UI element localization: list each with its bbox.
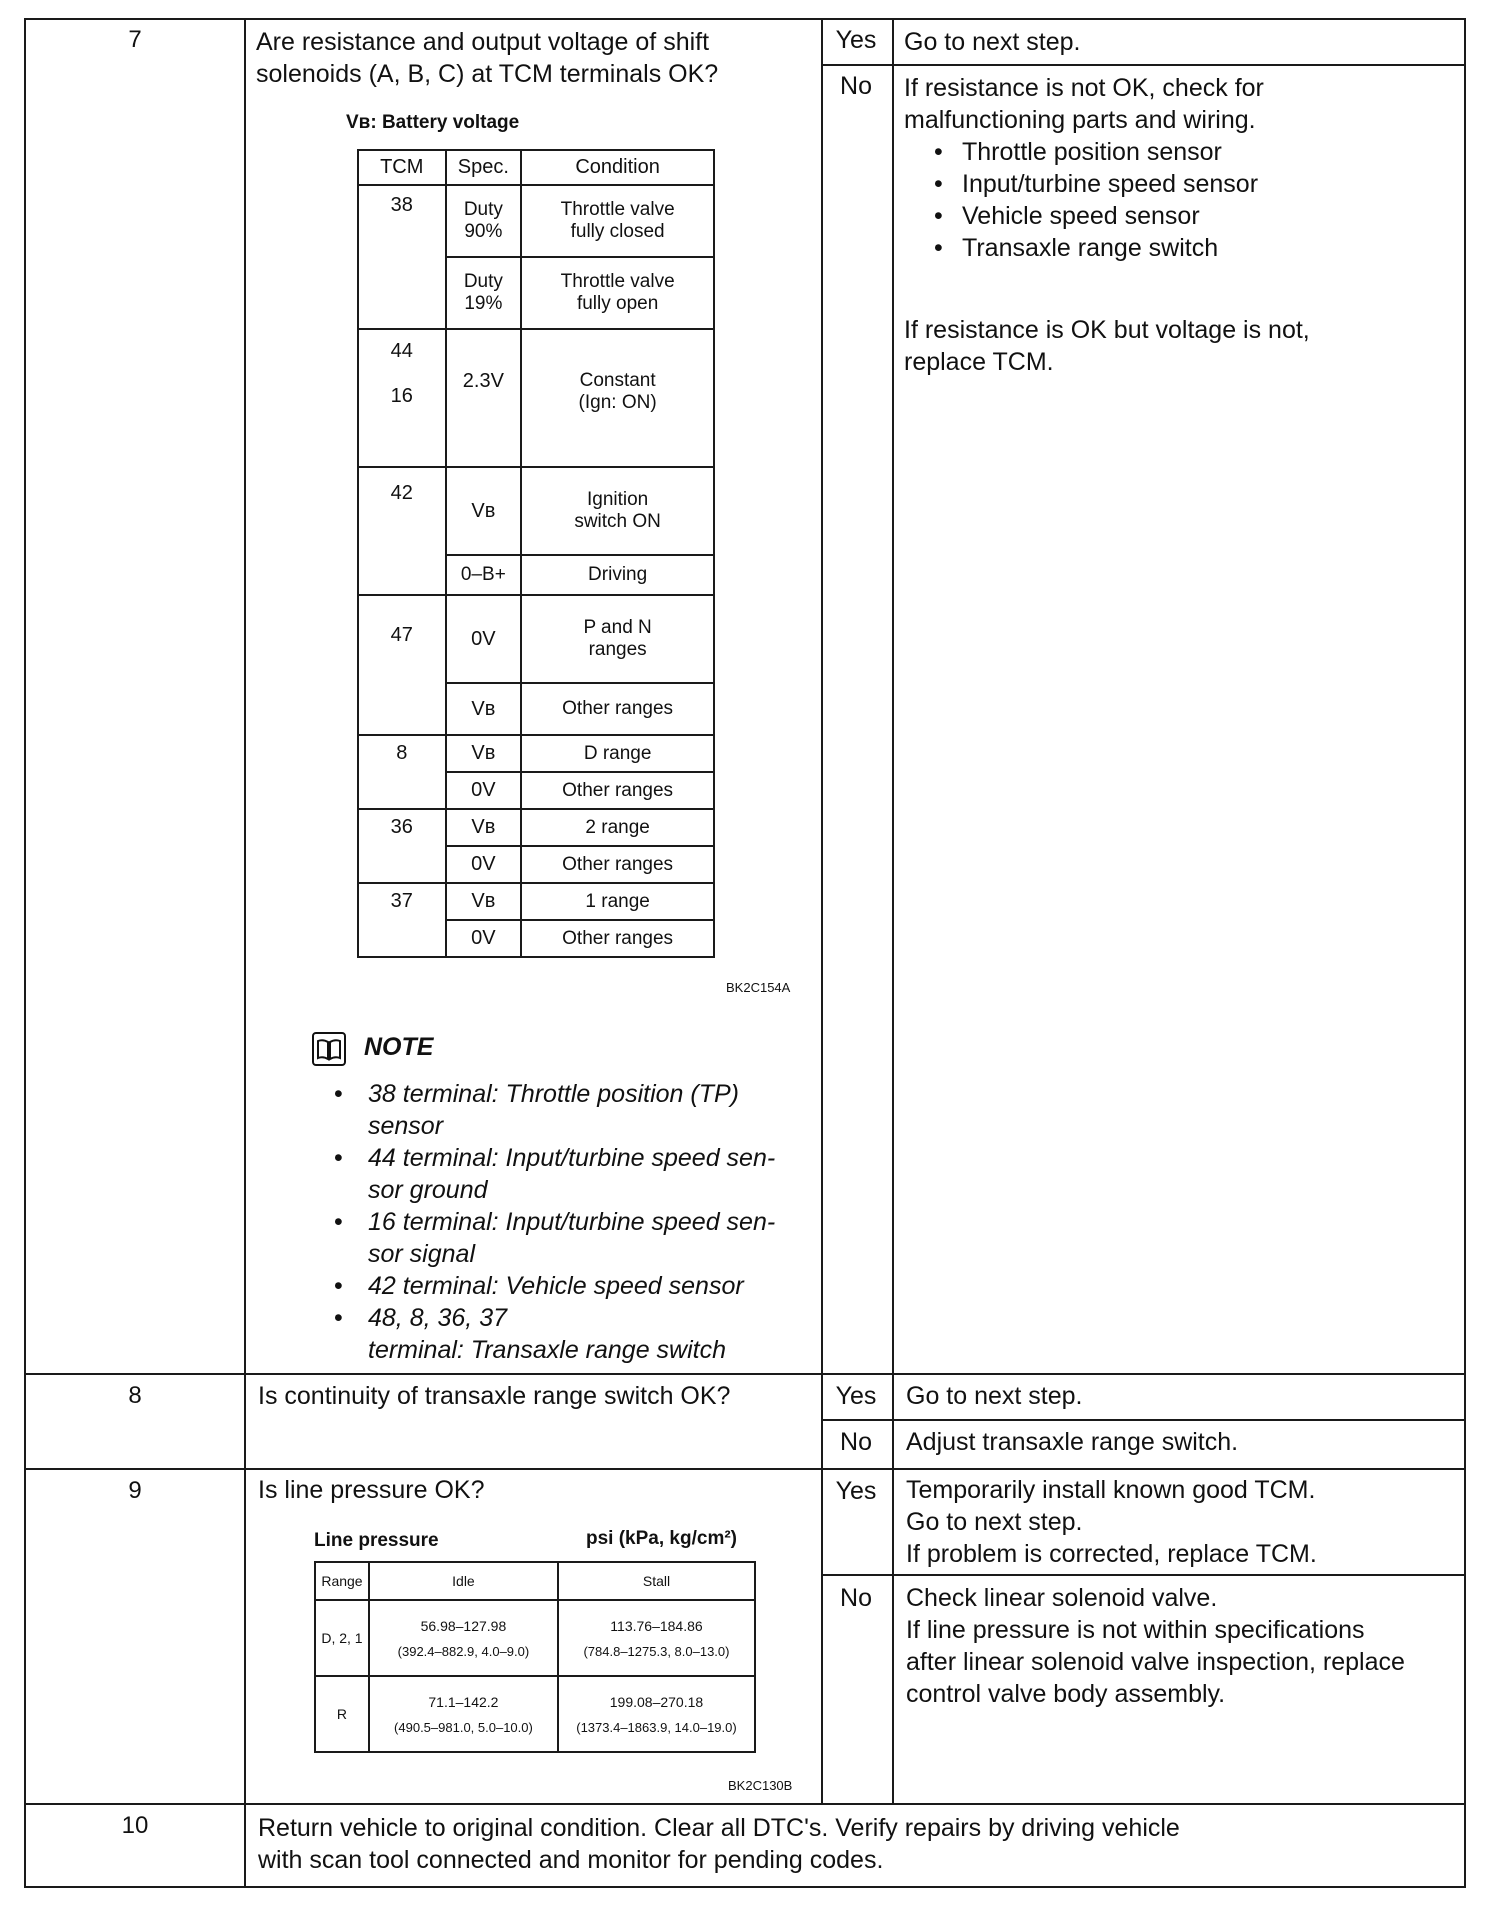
header-range: Range xyxy=(315,1562,369,1600)
step-question: Are resistance and output voltage of shift solenoids (A, B, C) at TCM terminals OK? xyxy=(256,28,719,88)
header-spec: Spec. xyxy=(446,150,522,185)
step-number: 9 xyxy=(128,1477,142,1504)
terminal-number: 44 16 xyxy=(358,329,446,467)
range-cell: R xyxy=(315,1676,369,1752)
yes-label: Yes xyxy=(835,1382,877,1410)
note-item: • 44 terminal: Input/turbine speed sen- sor ground xyxy=(334,1142,814,1206)
terminal-number: 38 xyxy=(358,185,446,329)
figure-code: BK2C154A xyxy=(726,980,791,995)
yes-label: Yes xyxy=(835,1477,877,1505)
note-list xyxy=(334,1078,814,1366)
book-icon xyxy=(312,1032,346,1066)
terminal-spec-table xyxy=(357,149,715,958)
condition: 1 range xyxy=(521,883,714,920)
condition: Other ranges xyxy=(521,920,714,957)
bullet-item: • Input/turbine speed sensor xyxy=(962,168,1310,200)
condition: Driving xyxy=(521,555,714,595)
condition: Ignition switch ON xyxy=(521,467,714,555)
header-idle: Idle xyxy=(369,1562,558,1600)
line-pressure-title: Line pressure xyxy=(314,1530,439,1551)
spec-value: Vʙ xyxy=(446,883,522,920)
no-label: No xyxy=(840,72,872,100)
spec-value: Vʙ xyxy=(446,683,522,735)
note-title: NOTE xyxy=(364,1033,434,1061)
step-number: 8 xyxy=(128,1382,142,1409)
step-number: 7 xyxy=(128,26,142,53)
terminal-number: 47 xyxy=(358,595,446,735)
figure-caption: Vʙ: Battery voltage xyxy=(346,112,520,133)
condition: Other ranges xyxy=(521,683,714,735)
step-number: 10 xyxy=(121,1812,149,1839)
header-stall: Stall xyxy=(558,1562,755,1600)
spec-value: Duty 90% xyxy=(446,185,522,257)
no-action: Check linear solenoid valve. If line pressure is not within specifications after linear solenoid valve inspection, replace control valve body assembly. xyxy=(906,1584,1405,1708)
note-item: • 38 terminal: Throttle position (TP) sensor xyxy=(334,1078,814,1142)
condition: Other ranges xyxy=(521,846,714,883)
step-question: Is continuity of transaxle range switch OK? xyxy=(258,1382,731,1410)
yes-action: Go to next step. xyxy=(906,1382,1083,1410)
no-label: No xyxy=(840,1428,872,1456)
terminal-number: 8 xyxy=(358,735,446,809)
idle-cell: 56.98–127.98 (392.4–882.9, 4.0–9.0) xyxy=(369,1600,558,1676)
no-action: Adjust transaxle range switch. xyxy=(906,1428,1239,1456)
spec-value: 0V xyxy=(446,920,522,957)
spec-value: 2.3V xyxy=(446,329,522,467)
header-condition: Condition xyxy=(521,150,714,185)
spec-value: 0V xyxy=(446,595,522,683)
condition: 2 range xyxy=(521,809,714,846)
header-tcm: TCM xyxy=(358,150,446,185)
bullet-item: • Transaxle range switch xyxy=(962,232,1310,264)
spec-value: Vʙ xyxy=(446,809,522,846)
bullet-item: • Vehicle speed sensor xyxy=(962,200,1310,232)
spec-value: Vʙ xyxy=(446,467,522,555)
condition: Throttle valve fully closed xyxy=(521,185,714,257)
yes-action: Go to next step. xyxy=(904,28,1081,56)
terminal-number: 37 xyxy=(358,883,446,957)
figure-code: BK2C130B xyxy=(728,1778,793,1793)
note-item: • 48, 8, 36, 37 terminal: Transaxle range switch xyxy=(334,1302,814,1366)
stall-cell: 113.76–184.86 (784.8–1275.3, 8.0–13.0) xyxy=(558,1600,755,1676)
spec-value: 0V xyxy=(446,846,522,883)
line-pressure-table xyxy=(314,1561,756,1753)
terminal-number: 36 xyxy=(358,809,446,883)
spec-value: Duty 19% xyxy=(446,257,522,329)
note-item: • 16 terminal: Input/turbine speed sen- sor signal xyxy=(334,1206,814,1270)
spec-value: 0–B+ xyxy=(446,555,522,595)
step-question: Is line pressure OK? xyxy=(258,1476,485,1504)
condition: Constant (Ign: ON) xyxy=(521,329,714,467)
note-item: • 42 terminal: Vehicle speed sensor xyxy=(334,1270,814,1302)
step-action: Return vehicle to original condition. Clear all DTC's. Verify repairs by driving vehicle with scan tool connected and monitor for pending codes. xyxy=(258,1814,1180,1874)
idle-cell: 71.1–142.2 (490.5–981.0, 5.0–10.0) xyxy=(369,1676,558,1752)
yes-action: Temporarily install known good TCM. Go to next step. If problem is corrected, replace TCM. xyxy=(906,1476,1317,1568)
terminal-number: 42 xyxy=(358,467,446,595)
no-label: No xyxy=(840,1584,872,1612)
bullet-item: • Throttle position sensor xyxy=(962,136,1310,168)
condition: D range xyxy=(521,735,714,772)
spec-value: 0V xyxy=(446,772,522,809)
line-pressure-units: psi (kPa, kg/cm²) xyxy=(586,1528,737,1549)
condition: Throttle valve fully open xyxy=(521,257,714,329)
stall-cell: 199.08–270.18 (1373.4–1863.9, 14.0–19.0) xyxy=(558,1676,755,1752)
condition: Other ranges xyxy=(521,772,714,809)
condition: P and N ranges xyxy=(521,595,714,683)
range-cell: D, 2, 1 xyxy=(315,1600,369,1676)
yes-label: Yes xyxy=(835,26,877,54)
no-action: If resistance is not OK, check for malfunctioning parts and wiring. • Throttle position sensor • Input/turbine speed sensor • Vehicle speed sensor • Transaxle range switch If resistance is OK but voltage is not, replace TCM. xyxy=(904,72,1310,378)
spec-value: Vʙ xyxy=(446,735,522,772)
